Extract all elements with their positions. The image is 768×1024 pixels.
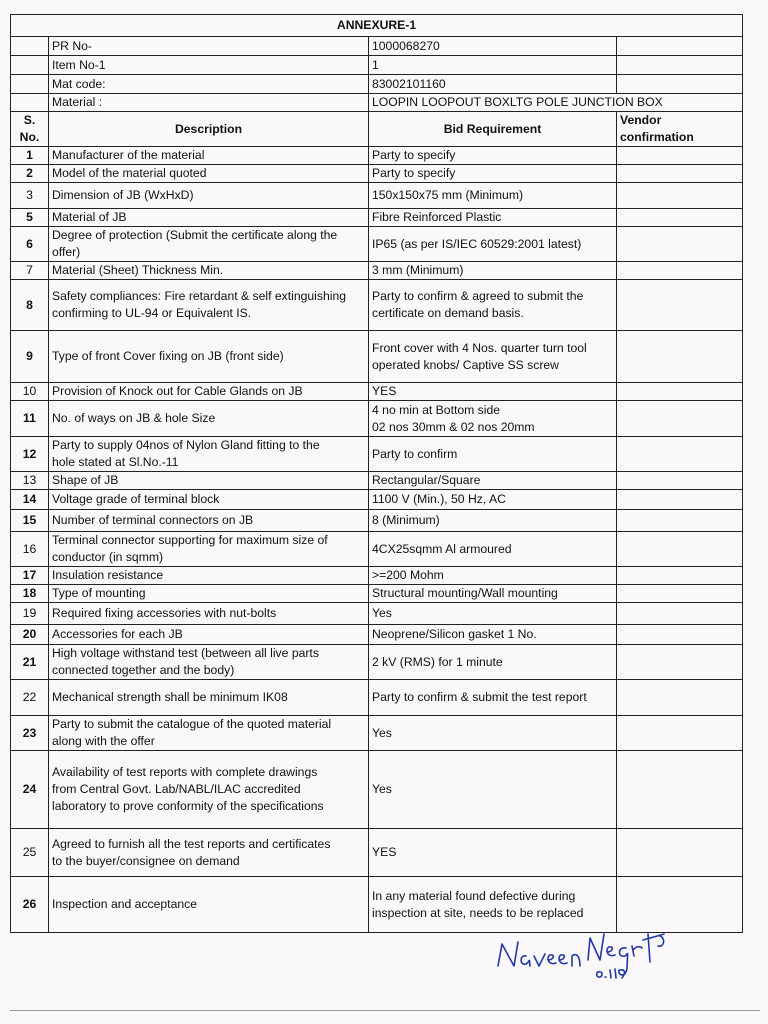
row-requirement-line: Structural mounting/Wall mounting	[372, 586, 558, 600]
bottom-rule	[10, 1010, 760, 1011]
row-bid-requirement	[369, 829, 617, 877]
row-description	[49, 437, 369, 472]
header-vendor-line1: Vendor	[620, 113, 662, 127]
row-description-line: Dimension of JB (WxHxD)	[52, 188, 194, 202]
row-requirement-line: Yes	[372, 725, 392, 740]
row-vendor-confirmation	[617, 567, 743, 585]
row-vendor-confirmation	[617, 625, 743, 645]
table-row	[11, 567, 743, 585]
row-sno: 17	[11, 567, 49, 585]
row-description-line: Material (Sheet) Thickness Min.	[52, 263, 224, 277]
row-vendor-confirmation	[617, 401, 743, 437]
row-description	[49, 209, 369, 227]
row-requirement-line: Fibre Reinforced Plastic	[372, 210, 502, 224]
row-requirement-line: 4 no min at Bottom side	[372, 402, 501, 417]
row-vendor-confirmation	[617, 147, 743, 165]
row-bid-requirement	[369, 680, 617, 716]
row-description-line: laboratory to prove conformity of the specifications	[52, 799, 324, 813]
table-row	[11, 165, 743, 183]
annexure-table	[10, 14, 743, 933]
row-bid-requirement	[369, 510, 617, 532]
row-description	[49, 331, 369, 383]
row-requirement-line: 2 kV (RMS) for 1 minute	[372, 654, 503, 669]
row-bid-requirement	[369, 490, 617, 510]
row-description-line: conductor (in sqmm)	[52, 550, 164, 564]
row-description-line: along with the offer	[52, 734, 155, 748]
row-requirement-line: Yes	[372, 606, 392, 620]
row-vendor-confirmation	[617, 490, 743, 510]
row-description-line: Inspection and acceptance	[52, 897, 198, 911]
row-requirement-line: Front cover with 4 Nos. quarter turn tool	[372, 340, 587, 355]
row-bid-requirement	[369, 437, 617, 472]
row-description-line: Terminal connector supporting for maximum size of	[52, 533, 328, 547]
row-sno: 22	[11, 680, 49, 716]
row-bid-requirement	[369, 603, 617, 625]
table-row	[11, 383, 743, 401]
row-description-line: Degree of protection (Submit the certificate along the	[52, 228, 338, 242]
table-row	[11, 532, 743, 567]
row-description-line: hole stated at Sl.No.-11	[52, 455, 179, 469]
row-requirement-line: Yes	[372, 782, 392, 796]
row-bid-requirement	[369, 585, 617, 603]
row-sno: 26	[11, 877, 49, 933]
header-bid-requirement: Bid Requirement	[369, 112, 617, 147]
row-vendor-confirmation	[617, 585, 743, 603]
row-sno: 16	[11, 532, 49, 567]
row-requirement-line: 4CX25sqmm Al armoured	[372, 541, 512, 556]
row-description-line: Party to submit the catalogue of the quoted material	[52, 717, 332, 731]
row-description-line: Required fixing accessories with nut-bolts	[52, 606, 277, 620]
row-requirement-line: 8 (Minimum)	[372, 513, 440, 527]
row-description	[49, 510, 369, 532]
row-sno: 3	[11, 183, 49, 209]
row-vendor-confirmation	[617, 877, 743, 933]
row-vendor-confirmation	[617, 472, 743, 490]
row-description	[49, 183, 369, 209]
row-description-line: from Central Govt. Lab/NABL/ILAC accredited	[52, 782, 301, 796]
table-row	[11, 625, 743, 645]
row-vendor-confirmation	[617, 645, 743, 680]
row-description-line: Voltage grade of terminal block	[52, 492, 220, 506]
row-requirement-line: 1100 V (Min.), 50 Hz, AC	[372, 492, 506, 506]
row-description	[49, 567, 369, 585]
row-description-line: Number of terminal connectors on JB	[52, 513, 254, 527]
row-bid-requirement	[369, 532, 617, 567]
table-row	[11, 490, 743, 510]
row-requirement-line: Party to confirm	[372, 446, 458, 461]
row-description	[49, 532, 369, 567]
row-description	[49, 751, 369, 829]
meta-label: Item No-1	[49, 56, 369, 75]
row-description-line: High voltage withstand test (between all live parts	[52, 646, 319, 660]
row-bid-requirement	[369, 625, 617, 645]
row-bid-requirement	[369, 877, 617, 933]
row-vendor-confirmation	[617, 751, 743, 829]
row-description	[49, 262, 369, 280]
row-sno: 1	[11, 147, 49, 165]
row-description-line: Availability of test reports with complete drawings	[52, 765, 318, 779]
row-bid-requirement	[369, 383, 617, 401]
table-row	[11, 401, 743, 437]
row-sno: 11	[11, 401, 49, 437]
row-vendor-confirmation	[617, 280, 743, 331]
meta-label: Material :	[49, 94, 369, 112]
row-vendor-confirmation	[617, 383, 743, 401]
row-description	[49, 490, 369, 510]
row-sno: 13	[11, 472, 49, 490]
row-bid-requirement	[369, 472, 617, 490]
row-description	[49, 280, 369, 331]
row-requirement-line: In any material found defective during	[372, 888, 576, 903]
row-description-line: to the buyer/consignee on demand	[52, 853, 240, 868]
row-description-line: confirming to UL-94 or Equivalent IS.	[52, 306, 252, 320]
meta-vendor-blank	[617, 75, 743, 94]
row-vendor-confirmation	[617, 331, 743, 383]
meta-value: 83002101160	[369, 75, 617, 94]
row-vendor-confirmation	[617, 262, 743, 280]
row-bid-requirement	[369, 567, 617, 585]
row-vendor-confirmation	[617, 510, 743, 532]
table-row	[11, 680, 743, 716]
table-row	[11, 280, 743, 331]
table-row	[11, 472, 743, 490]
row-description	[49, 877, 369, 933]
row-description-line: Model of the material quoted	[52, 166, 207, 180]
meta-blank	[11, 37, 49, 56]
row-requirement-line: >=200 Mohm	[372, 568, 444, 582]
row-sno: 23	[11, 716, 49, 751]
row-vendor-confirmation	[617, 227, 743, 262]
table-row	[11, 877, 743, 933]
row-requirement-line: Party to specify	[372, 148, 456, 162]
table-row	[11, 716, 743, 751]
annexure-title: ANNEXURE-1	[11, 15, 743, 37]
meta-value: LOOPIN LOOPOUT BOXLTG POLE JUNCTION BOX	[369, 94, 743, 112]
row-description-line: Type of mounting	[52, 586, 146, 600]
row-requirement-line: Party to confirm & agreed to submit the	[372, 289, 584, 303]
row-description	[49, 585, 369, 603]
table-row	[11, 227, 743, 262]
row-vendor-confirmation	[617, 209, 743, 227]
row-bid-requirement	[369, 227, 617, 262]
table-row	[11, 603, 743, 625]
row-description	[49, 716, 369, 751]
row-sno: 7	[11, 262, 49, 280]
row-description-line: Material of JB	[52, 210, 127, 224]
signature-image	[492, 926, 682, 986]
row-bid-requirement	[369, 716, 617, 751]
row-description-line: Insulation resistance	[52, 568, 164, 582]
row-description-line: Type of front Cover fixing on JB (front side)	[52, 349, 284, 363]
row-requirement-line: 3 mm (Minimum)	[372, 263, 464, 277]
row-sno: 21	[11, 645, 49, 680]
row-sno: 2	[11, 165, 49, 183]
table-row	[11, 331, 743, 383]
meta-blank	[11, 56, 49, 75]
meta-blank	[11, 94, 49, 112]
header-description: Description	[49, 112, 369, 147]
meta-vendor-blank	[617, 56, 743, 75]
row-description	[49, 603, 369, 625]
row-requirement-line: Party to confirm & submit the test report	[372, 690, 587, 704]
meta-row-matcode	[11, 75, 743, 94]
row-description	[49, 625, 369, 645]
row-description	[49, 227, 369, 262]
row-sno: 15	[11, 510, 49, 532]
row-sno: 6	[11, 227, 49, 262]
row-vendor-confirmation	[617, 532, 743, 567]
row-description-line: Safety compliances: Fire retardant & self extinguishing	[52, 289, 346, 303]
row-bid-requirement	[369, 751, 617, 829]
row-sno: 18	[11, 585, 49, 603]
row-sno: 24	[11, 751, 49, 829]
row-description-line: Party to supply 04nos of Nylon Gland fitting to the	[52, 438, 320, 452]
row-vendor-confirmation	[617, 165, 743, 183]
row-requirement-line: Rectangular/Square	[372, 473, 481, 487]
table-row	[11, 645, 743, 680]
row-sno: 8	[11, 280, 49, 331]
row-sno: 14	[11, 490, 49, 510]
row-bid-requirement	[369, 331, 617, 383]
meta-value: 1000068270	[369, 37, 617, 56]
row-bid-requirement	[369, 147, 617, 165]
row-sno: 12	[11, 437, 49, 472]
header-vendor-confirmation	[617, 112, 743, 147]
row-requirement-line: 150x150x75 mm (Minimum)	[372, 188, 524, 202]
row-sno: 5	[11, 209, 49, 227]
row-description-line: offer)	[52, 245, 81, 259]
row-sno: 19	[11, 603, 49, 625]
row-description	[49, 383, 369, 401]
row-requirement-line: IP65 (as per IS/IEC 60529:2001 latest)	[372, 236, 582, 251]
row-requirement-line: YES	[372, 845, 397, 859]
row-description-line: Shape of JB	[52, 473, 119, 487]
row-description	[49, 829, 369, 877]
row-requirement-line: Party to specify	[372, 166, 456, 180]
table-row	[11, 585, 743, 603]
row-description-line: Accessories for each JB	[52, 627, 183, 641]
row-bid-requirement	[369, 209, 617, 227]
row-vendor-confirmation	[617, 829, 743, 877]
row-description	[49, 472, 369, 490]
row-bid-requirement	[369, 280, 617, 331]
row-description	[49, 645, 369, 680]
row-description-line: No. of ways on JB & hole Size	[52, 411, 216, 425]
row-description-line: Mechanical strength shall be minimum IK08	[52, 690, 288, 704]
row-requirement-line: YES	[372, 384, 397, 398]
meta-vendor-blank	[617, 37, 743, 56]
header-vendor-line2: confirmation	[620, 130, 694, 144]
row-bid-requirement	[369, 165, 617, 183]
table-row	[11, 183, 743, 209]
row-bid-requirement	[369, 183, 617, 209]
row-requirement-line: certificate on demand basis.	[372, 306, 524, 320]
row-bid-requirement	[369, 401, 617, 437]
table-row	[11, 510, 743, 532]
row-description	[49, 165, 369, 183]
meta-row-material	[11, 94, 743, 112]
row-requirement-line: inspection at site, needs to be replaced	[372, 905, 584, 920]
table-row	[11, 437, 743, 472]
row-description-line: Provision of Knock out for Cable Glands on JB	[52, 384, 303, 398]
row-vendor-confirmation	[617, 680, 743, 716]
meta-label: PR No-	[49, 37, 369, 56]
row-vendor-confirmation	[617, 603, 743, 625]
row-description	[49, 401, 369, 437]
header-row	[11, 112, 743, 147]
row-sno: 25	[11, 829, 49, 877]
row-vendor-confirmation	[617, 437, 743, 472]
row-requirement-line: operated knobs/ Captive SS screw	[372, 357, 559, 372]
meta-label: Mat code:	[49, 75, 369, 94]
row-vendor-confirmation	[617, 183, 743, 209]
meta-blank	[11, 75, 49, 94]
row-vendor-confirmation	[617, 716, 743, 751]
table-row	[11, 751, 743, 829]
row-description-line: Manufacturer of the material	[52, 148, 205, 162]
row-requirement-line: 02 nos 30mm & 02 nos 20mm	[372, 419, 535, 434]
meta-row-item	[11, 56, 743, 75]
row-sno: 9	[11, 331, 49, 383]
row-description	[49, 680, 369, 716]
meta-row-pr	[11, 37, 743, 56]
row-bid-requirement	[369, 645, 617, 680]
table-row	[11, 209, 743, 227]
annexure-title-row	[11, 15, 743, 37]
row-description-line: Agreed to furnish all the test reports and certificates	[52, 836, 331, 851]
table-row	[11, 147, 743, 165]
row-description-line: connected together and the body)	[52, 663, 235, 677]
row-sno: 20	[11, 625, 49, 645]
row-bid-requirement	[369, 262, 617, 280]
row-description	[49, 147, 369, 165]
row-sno: 10	[11, 383, 49, 401]
row-requirement-line: Neoprene/Silicon gasket 1 No.	[372, 627, 537, 641]
meta-value: 1	[369, 56, 617, 75]
table-row	[11, 262, 743, 280]
header-sno: S. No.	[11, 112, 49, 147]
table-row	[11, 829, 743, 877]
